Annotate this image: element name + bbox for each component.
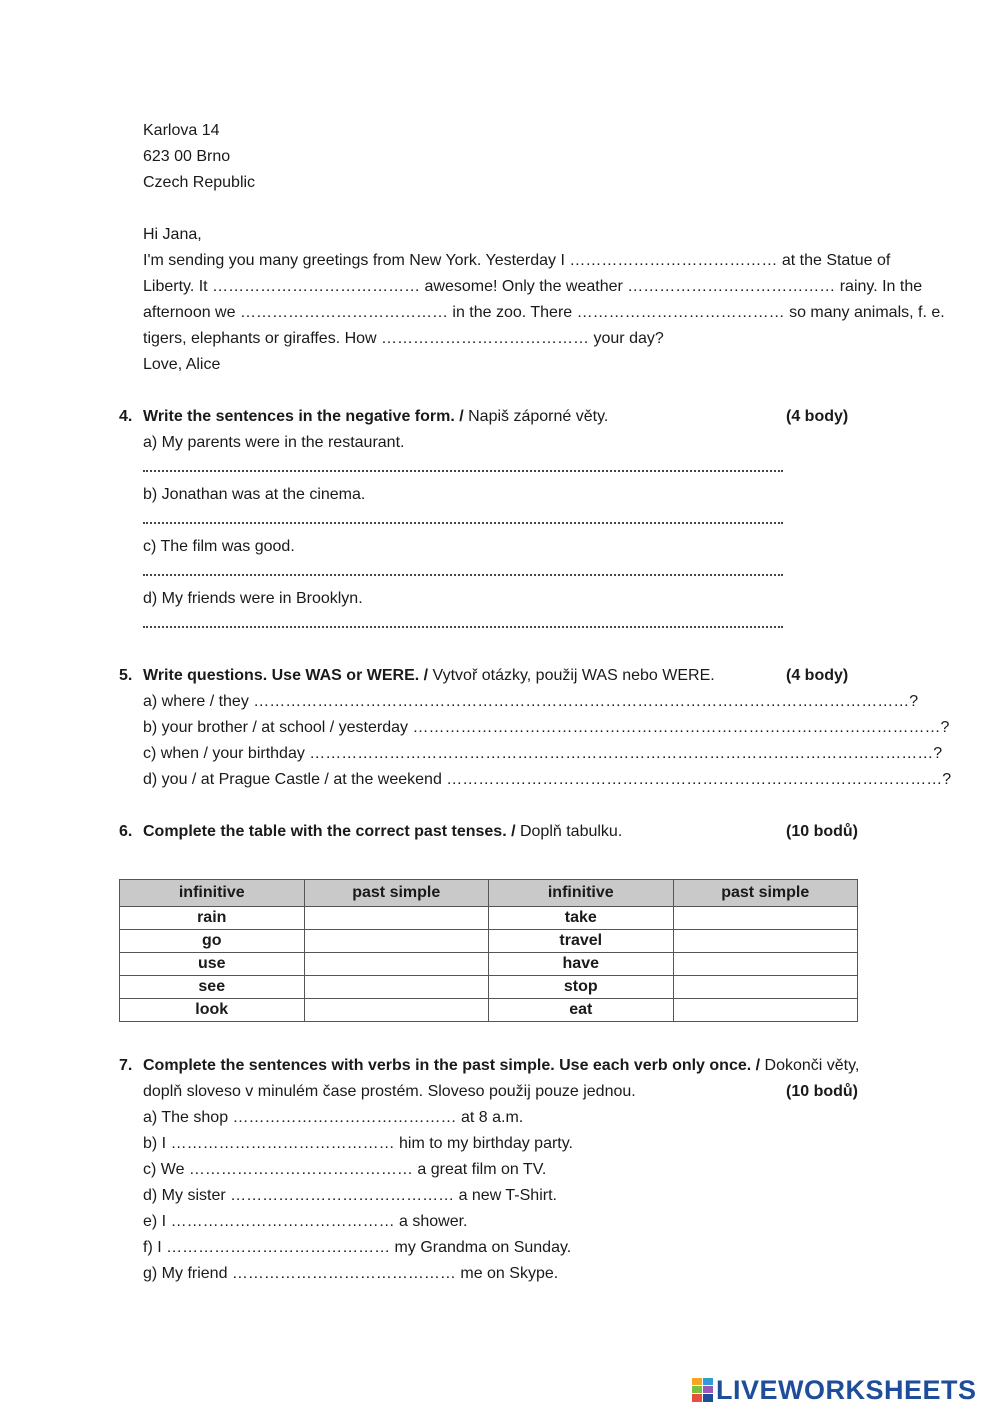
answer-cell[interactable] [673, 907, 858, 930]
ex7-item[interactable]: e) I …………………………………… a shower. [143, 1213, 468, 1230]
answer-cell[interactable] [673, 976, 858, 999]
letter-line: afternoon we ………………………………… in the zoo. There ………………………………… so many animals, f. e. [143, 304, 945, 321]
letter-line: I'm sending you many greetings from New York. Yesterday I ………………………………… at the Statue of [143, 252, 891, 269]
logo-brand-text: LIVEWORKSHEETS [716, 1375, 977, 1405]
infinitive-cell: go [120, 930, 305, 953]
ex4-item: a) My parents were in the restaurant. [143, 434, 405, 451]
ex7-points: (10 bodů) [786, 1083, 858, 1100]
letter-greeting: Hi Jana, [143, 226, 202, 243]
ex5-title: Write questions. Use WAS or WERE. / [143, 667, 429, 684]
ex6-points: (10 bodů) [786, 823, 858, 840]
ex7-item[interactable]: d) My sister …………………………………… a new T-Shirt. [143, 1187, 557, 1204]
header-infinitive: infinitive [120, 880, 305, 907]
ex7-title: Complete the sentences with verbs in the past simple. Use each verb only once. / [143, 1057, 761, 1074]
header-infinitive: infinitive [489, 880, 674, 907]
answer-line[interactable] [143, 626, 783, 628]
ex4-title: Write the sentences in the negative form. / [143, 408, 464, 425]
ex6-heading [143, 822, 622, 842]
table-header-row [120, 880, 858, 907]
ex5-number: 5. [119, 667, 133, 684]
infinitive-cell: use [120, 953, 305, 976]
infinitive-cell: see [120, 976, 305, 999]
table-row [120, 930, 858, 953]
ex5-points: (4 body) [786, 667, 849, 684]
answer-line[interactable] [143, 574, 783, 576]
infinitive-cell: look [120, 999, 305, 1022]
infinitive-cell: eat [489, 999, 674, 1022]
answer-cell[interactable] [673, 999, 858, 1022]
answer-cell[interactable] [304, 953, 489, 976]
ex7-item[interactable]: a) The shop …………………………………… at 8 a.m. [143, 1109, 524, 1126]
ex5-subtitle: Vytvoř otázky, použij WAS nebo WERE. [428, 667, 715, 684]
past-tense-table [119, 879, 858, 1022]
ex5-item[interactable]: b) your brother / at school / yesterday ………………………………………………………………………………………? [143, 719, 950, 736]
answer-cell[interactable] [673, 953, 858, 976]
header-past-simple: past simple [673, 880, 858, 907]
ex6-subtitle: Doplň tabulku. [515, 823, 623, 840]
infinitive-cell: travel [489, 930, 674, 953]
answer-cell[interactable] [673, 930, 858, 953]
ex6-number: 6. [119, 823, 133, 840]
ex4-points: (4 body) [786, 408, 849, 425]
answer-line[interactable] [143, 470, 783, 472]
ex7-instructions: doplň sloveso v minulém čase prostém. Sloveso použij pouze jednou. [143, 1083, 636, 1100]
answer-cell[interactable] [304, 930, 489, 953]
letter-signoff: Love, Alice [143, 356, 221, 373]
table-row [120, 953, 858, 976]
infinitive-cell: rain [120, 907, 305, 930]
letter-line: Liberty. It ………………………………… awesome! Only the weather ………………………………… rainy. In the [143, 278, 923, 295]
answer-cell[interactable] [304, 999, 489, 1022]
ex5-item[interactable]: c) when / your birthday ………………………………………………………………………………………………………? [143, 745, 943, 762]
infinitive-cell: take [489, 907, 674, 930]
ex7-heading [143, 1056, 859, 1076]
ex7-item[interactable]: c) We …………………………………… a great film on TV. [143, 1161, 547, 1178]
ex4-heading [143, 407, 608, 427]
ex5-item[interactable]: d) you / at Prague Castle / at the weekend …………………………………………………………………………………? [143, 771, 952, 788]
letter-line: tigers, elephants or giraffes. How ………………………………… your day? [143, 330, 664, 347]
address-street: Karlova 14 [143, 122, 220, 139]
answer-cell[interactable] [304, 907, 489, 930]
infinitive-cell: have [489, 953, 674, 976]
table-row [120, 999, 858, 1022]
ex5-item[interactable]: a) where / they ……………………………………………………………………………………………………………? [143, 693, 919, 710]
ex5-heading [143, 666, 715, 686]
address-country: Czech Republic [143, 174, 256, 191]
ex7-item[interactable]: b) I …………………………………… him to my birthday party. [143, 1135, 573, 1152]
logo-blocks-icon [692, 1378, 714, 1402]
ex6-title: Complete the table with the correct past tenses. / [143, 823, 516, 840]
ex4-number: 4. [119, 408, 133, 425]
infinitive-cell: stop [489, 976, 674, 999]
ex7-item[interactable]: g) My friend …………………………………… me on Skype. [143, 1265, 559, 1282]
ex7-number: 7. [119, 1057, 133, 1074]
table-row [120, 976, 858, 999]
ex4-item: c) The film was good. [143, 538, 295, 555]
ex4-item: d) My friends were in Brooklyn. [143, 590, 363, 607]
ex7-item[interactable]: f) I …………………………………… my Grandma on Sunday. [143, 1239, 572, 1256]
ex4-subtitle: Napiš záporné věty. [463, 408, 609, 425]
header-past-simple: past simple [304, 880, 489, 907]
answer-line[interactable] [143, 522, 783, 524]
table-row [120, 907, 858, 930]
ex7-subtitle: Dokonči věty, [760, 1057, 860, 1074]
address-city: 623 00 Brno [143, 148, 231, 165]
ex4-item: b) Jonathan was at the cinema. [143, 486, 366, 503]
answer-cell[interactable] [304, 976, 489, 999]
